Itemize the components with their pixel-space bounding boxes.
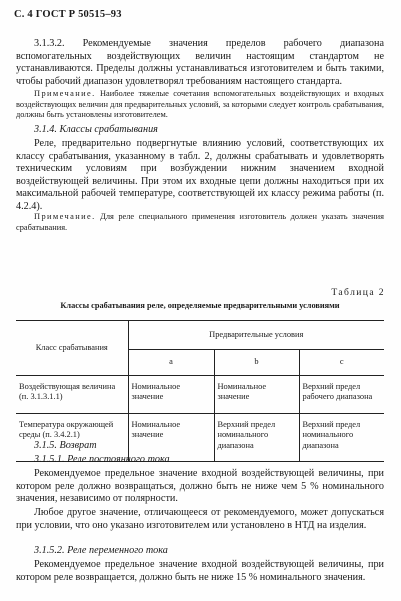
section-3-1-5-1-title: 3.1.5.1. Реле постоянного тока	[34, 454, 170, 465]
table-row	[16, 376, 384, 414]
note-2-text: Для реле специального применения изготовитель должен указать значения срабатывания.	[16, 212, 384, 232]
cell-a: Номинальное значение	[128, 376, 214, 414]
page-header: С. 4 ГОСТ Р 50515–93	[14, 9, 122, 20]
paragraph-3-1-3-2: 3.1.3.2. Рекомендуемые значения пределов рабочего диапазона вспомогательных воздействующих величин настоящим стандартом не устанавливаются. Пределы должны устанавливаться изготовителем и быть такими, чтобы рабочий диапазон удовлетворял требованиям настоящего стандарта.	[16, 38, 384, 87]
cell-a: Номинальное значение	[128, 414, 214, 462]
row-label: Температура окружающей среды (п. 3.4.2.1)	[16, 414, 128, 462]
header-sub-a: а	[128, 349, 214, 375]
table-title: Классы срабатывания реле, определяемые предварительными условиями	[60, 301, 340, 310]
section-3-1-5-title: 3.1.5. Возврат	[34, 440, 97, 451]
cell-b: Номинальное значение	[214, 376, 299, 414]
header-class: Класс срабатывания	[16, 321, 128, 376]
note-2	[16, 212, 384, 233]
paragraph-dc-release: Рекомендуемое предельное значение входной воздействующей величины, при котором реле должно возвращаться, должно быть не ниже чем 5 % номинального значения, независимо от полярности.	[16, 468, 384, 505]
section-3-1-5-1-heading	[16, 454, 384, 467]
note-1	[16, 89, 384, 121]
header-sub-b: b	[214, 349, 299, 375]
note-1-label: Примечание.	[34, 89, 96, 98]
cell-c: Верхний предел рабочего диапазона	[299, 376, 384, 414]
note-1-text: Наиболее тяжелые сочетания вспомогательных воздействующих и входных воздействующих величин для предварительных условий, за которыми следует контроль срабатывания, должны быть установлены изготовителем.	[16, 89, 384, 120]
header-preconditions: Предварительные условия	[128, 321, 384, 350]
row-label: Воздействующая величина (п. 3.1.3.1.1)	[16, 376, 128, 414]
note-2-label: Примечание.	[34, 212, 96, 221]
paragraph-ac-release: Рекомендуемое предельное значение входной воздействующей величины, при котором реле возвращается, должно быть не ниже 15 % номинального значения.	[16, 559, 384, 583]
paragraph-classes: Реле, предварительно подвергнутые влиянию условий, соответствующих их классу срабатывания, указанному в табл. 2, должны срабатывать и удовлетворять техническим условиям при возбуждении нижним значением входной воздействующей величины. При этом их входные цепи должны находиться при их максимальной рабочей температуре, соответствующей их классу режима работы (п. 4.2.4).	[16, 138, 384, 212]
table-caption: Таблица 2	[331, 287, 385, 298]
section-3-1-4-heading	[16, 124, 384, 137]
header-sub-c: с	[299, 349, 384, 375]
section-3-1-5-2-title: 3.1.5.2. Реле переменного тока	[34, 545, 168, 556]
paragraph-other-value: Любое другое значение, отличающееся от рекомендуемого, может допускаться при условии, что оно указано изготовителем или установлено в НТД на изделия.	[16, 507, 384, 531]
section-3-1-5-2-heading	[16, 545, 384, 558]
cell-b: Верхний предел номинального диапазона	[214, 414, 299, 462]
cell-c: Верхний предел номинального диапазона	[299, 414, 384, 462]
section-3-1-4-title: 3.1.4. Классы срабатывания	[34, 124, 158, 135]
section-3-1-5-heading	[16, 440, 384, 453]
